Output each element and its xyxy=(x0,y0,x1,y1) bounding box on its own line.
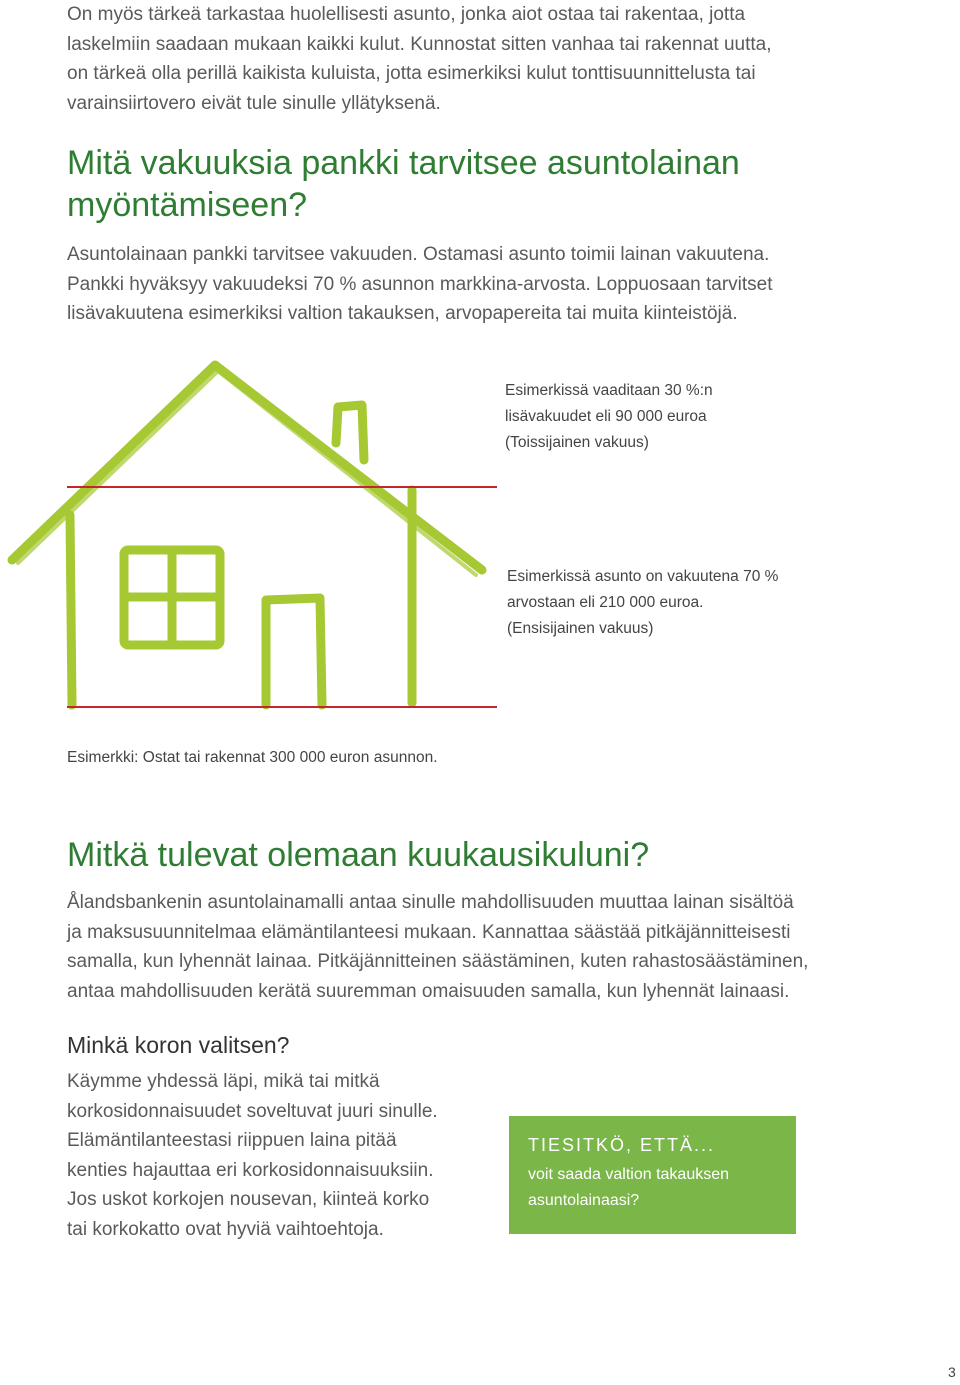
interest-line: tai korkokatto ovat hyviä vaihtoehtoja. xyxy=(67,1218,384,1240)
house-left-wall xyxy=(70,515,72,705)
house-door xyxy=(266,598,322,705)
monthly-costs-line: Ålandsbankenin asuntolainamalli antaa sinulle mahdollisuuden muuttaa lainan sisältöä xyxy=(67,892,794,913)
monthly-costs-line: samalla, kun lyhennät lainaa. Pitkäjännitteinen säästäminen, kuten rahastosäästäminen, xyxy=(67,951,809,972)
section-heading-collateral: Mitä vakuuksia pankki tarvitsee asuntolainan myöntämiseen? xyxy=(67,144,740,224)
did-you-know-title: TIESITKÖ, ETTÄ... xyxy=(528,1135,716,1155)
house-illustration xyxy=(0,345,520,715)
primary-collateral-note: Esimerkissä asunto on vakuutena 70 % arvostaan eli 210 000 euroa. (Ensisijainen vakuus) xyxy=(507,568,779,637)
monthly-costs-line: antaa mahdollisuuden kerätä suuremman omaisuuden samalla, kun lyhennät lainaasi. xyxy=(67,980,790,1002)
collateral-paragraph xyxy=(67,240,897,329)
lower-divider xyxy=(67,706,497,708)
interest-line: Elämäntilanteestasi riippuen laina pitää xyxy=(67,1130,397,1151)
monthly-costs-line: ja maksusuunnitelmaa elämäntilanteesi mukaan. Kannattaa säästää pitkäjännitteisesti xyxy=(67,921,791,943)
interest-line: Käymme yhdessä läpi, mikä tai mitkä xyxy=(67,1071,380,1092)
section-heading-interest: Minkä koron valitsen? xyxy=(67,1032,290,1058)
collateral-line: Pankki hyväksyy vakuudeksi 70 % asunnon markkina-arvosta. Loppuosaan tarvitset xyxy=(67,273,773,295)
upper-divider xyxy=(67,486,497,488)
interest-line: Jos uskot korkojen nousevan, kiinteä korko xyxy=(67,1189,430,1210)
intro-line: on tärkeä olla perillä kaikista kuluista, jotta esimerkiksi kulut tonttisuunnittelusta tai xyxy=(67,63,756,84)
intro-paragraph xyxy=(67,0,897,118)
did-you-know-text: voit saada valtion takauksen asuntolainaasi? xyxy=(528,1166,730,1209)
intro-line: On myös tärkeä tarkastaa huolellisesti asunto, jonka aiot ostaa tai rakentaa, jotta xyxy=(67,4,746,25)
house-chimney xyxy=(336,405,364,460)
did-you-know-box xyxy=(509,1116,796,1234)
interest-paragraph xyxy=(67,1067,487,1244)
intro-line: laskelmiin saadaan mukaan kaikki kulut. Kunnostat sitten vanhaa tai rakennat uutta, xyxy=(67,33,772,55)
section-heading-monthly-costs: Mitkä tulevat olemaan kuukausikuluni? xyxy=(67,836,650,874)
interest-line: kenties hajauttaa eri korkosidonnaisuuksiin. xyxy=(67,1159,434,1181)
intro-line: varainsiirtovero eivät tule sinulle yllätyksenä. xyxy=(67,92,441,114)
collateral-line: Asuntolainaan pankki tarvitsee vakuuden. Ostamasi asunto toimii lainan vakuutena. xyxy=(67,244,770,265)
secondary-collateral-note: Esimerkissä vaaditaan 30 %:n lisävakuudet eli 90 000 euroa (Toissijainen vakuus) xyxy=(505,382,713,451)
interest-line: korkosidonnaisuudet soveltuvat juuri sinulle. xyxy=(67,1100,438,1122)
collateral-line: lisävakuutena esimerkiksi valtion takauksen, arvopapereita tai muita kiinteistöjä. xyxy=(67,303,738,324)
monthly-costs-paragraph xyxy=(67,888,897,1006)
example-caption: Esimerkki: Ostat tai rakennat 300 000 euron asunnon. xyxy=(67,749,438,766)
page-number: 3 xyxy=(948,1364,956,1380)
